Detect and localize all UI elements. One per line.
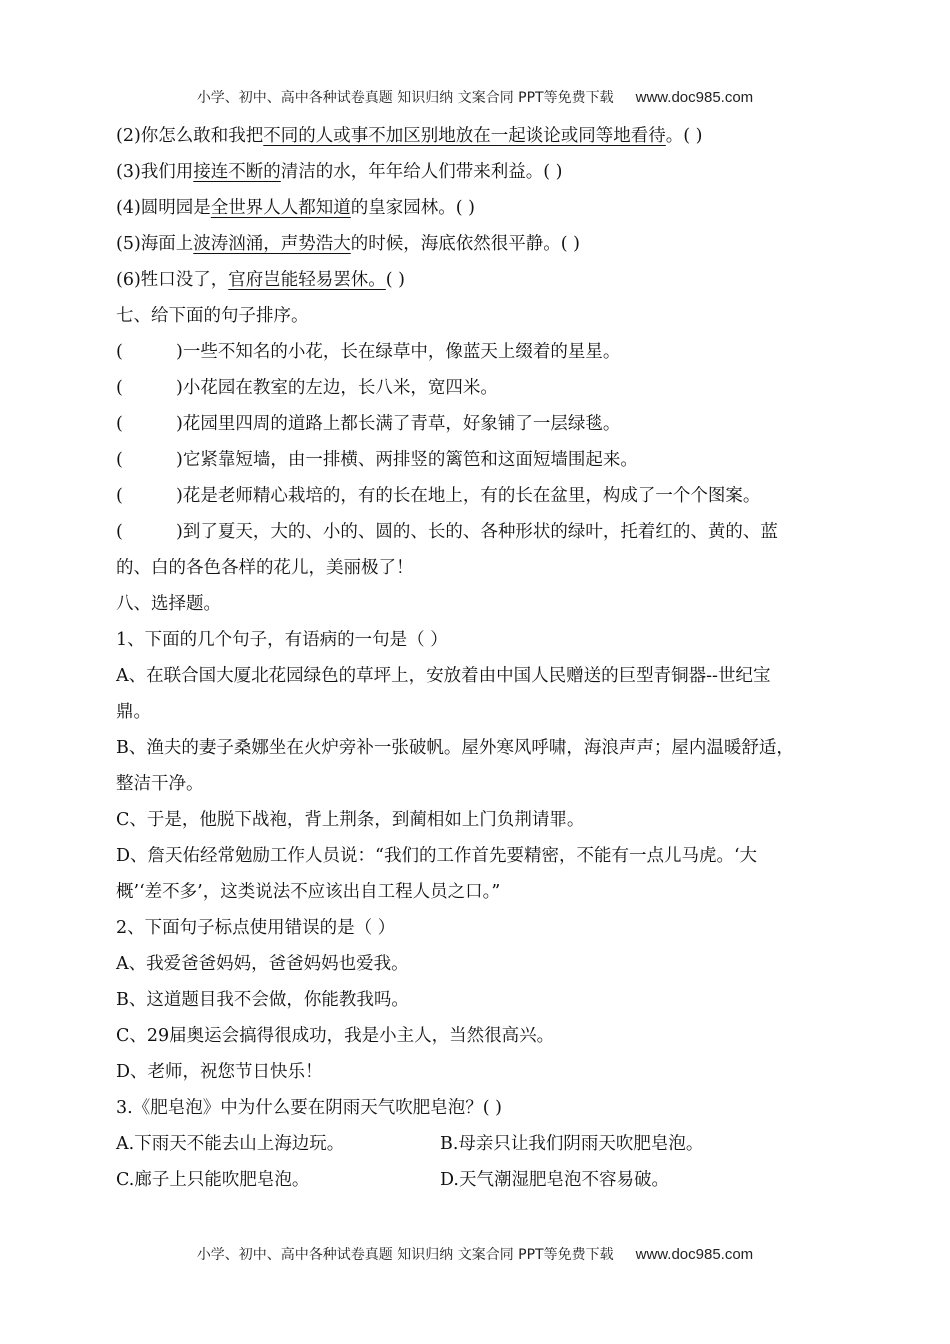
question-line: B、这道题目我不会做，你能教我吗。 — [116, 990, 409, 1010]
option-row — [116, 1162, 846, 1198]
question-line: D、詹天佑经常勉励工作人员说：“我们的工作首先要精密，不能有一点儿马虎。‘大 — [116, 846, 758, 866]
question-line: A、在联合国大厦北花园绿色的草坪上，安放着由中国人民赠送的巨型青铜器--世纪宝 — [116, 666, 771, 686]
option-b: B.母亲只让我们阴雨天吹肥皂泡。 — [440, 1134, 704, 1154]
sort-item: ( )到了夏天，大的、小的、圆的、长的、各种形状的绿叶，托着红的、黄的、蓝 — [116, 522, 778, 542]
option-d: D.天气潮湿肥皂泡不容易破。 — [440, 1170, 669, 1190]
question-line: 1、下面的几个句子，有语病的一句是（ ） — [116, 630, 448, 650]
question-line: 3.《肥皂泡》中为什么要在阴雨天气吹肥皂泡？( ) — [116, 1098, 502, 1118]
q6-item: (5)海面上波涛汹涌，声势浩大的时候，海底依然很平静。( ) — [116, 234, 581, 254]
page-header — [0, 87, 950, 107]
header-text: 小学、初中、高中各种试卷真题 知识归纳 文案合同 PPT等免费下载 — [196, 90, 614, 106]
sort-item: ( )一些不知名的小花，长在绿草中，像蓝天上缀着的星星。 — [116, 342, 621, 362]
header-site: www.doc985.com — [635, 89, 754, 106]
section-7-title: 七、给下面的句子排序。 — [116, 306, 309, 326]
footer-text: 小学、初中、高中各种试卷真题 知识归纳 文案合同 PPT等免费下载 — [196, 1247, 614, 1263]
sort-item: ( )它紧靠短墙，由一排横、两排竖的篱笆和这面短墙围起来。 — [116, 450, 638, 470]
question-line: 整洁干净。 — [116, 774, 204, 794]
question-line: D、老师，祝您节日快乐！ — [116, 1062, 323, 1082]
question-line: 鼎。 — [116, 702, 151, 722]
sort-item: ( )小花园在教室的左边，长八米，宽四米。 — [116, 378, 498, 398]
page-footer — [0, 1244, 950, 1264]
question-line: C、29届奥运会搞得很成功，我是小主人，当然很高兴。 — [116, 1026, 555, 1046]
question-line: C、于是，他脱下战袍，背上荆条，到蔺相如上门负荆请罪。 — [116, 810, 585, 830]
question-line: A、我爱爸爸妈妈，爸爸妈妈也爱我。 — [116, 954, 409, 974]
option-row — [116, 1126, 846, 1162]
question-line: B、渔夫的妻子桑娜坐在火炉旁补一张破帆。屋外寒风呼啸，海浪声声；屋内温暖舒适， — [116, 738, 794, 758]
q6-item: (6)牲口没了，官府岂能轻易罢休。( ) — [116, 270, 406, 290]
q6-item: (3)我们用接连不断的清洁的水，年年给人们带来利益。( ) — [116, 162, 563, 182]
question-line: 2、下面句子标点使用错误的是（ ） — [116, 918, 396, 938]
footer-site: www.doc985.com — [635, 1246, 754, 1263]
sort-item: ( )花园里四周的道路上都长满了青草，好象铺了一层绿毯。 — [116, 414, 621, 434]
option-c: C.廊子上只能吹肥皂泡。 — [116, 1170, 310, 1190]
q6-item: (4)圆明园是全世界人人都知道的皇家园林。( ) — [116, 198, 476, 218]
q6-item: (2)你怎么敢和我把不同的人或事不加区别地放在一起谈论或同等地看待。( ) — [116, 126, 703, 146]
section-8-title: 八、选择题。 — [116, 594, 221, 614]
sort-item-continuation: 的、白的各色各样的花儿，美丽极了！ — [116, 558, 414, 578]
option-a: A.下雨天不能去山上海边玩。 — [116, 1134, 345, 1154]
sort-item: ( )花是老师精心栽培的，有的长在地上，有的长在盆里，构成了一个个图案。 — [116, 486, 761, 506]
exam-content — [116, 118, 846, 1198]
question-line: 概’‘差不多’，这类说法不应该出自工程人员之口。” — [116, 882, 501, 902]
